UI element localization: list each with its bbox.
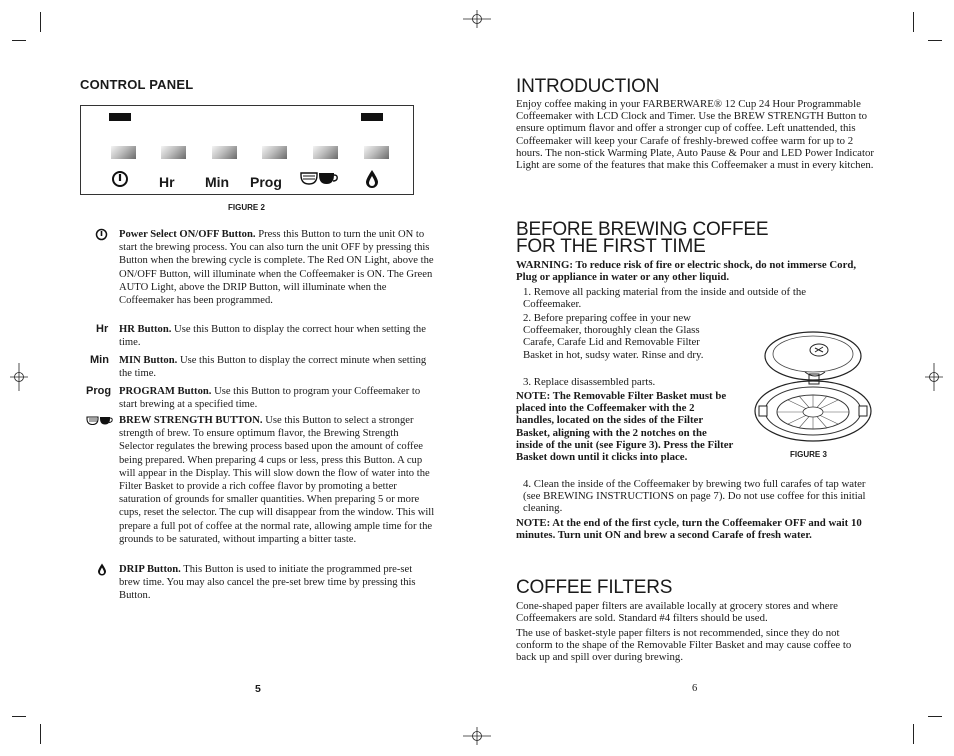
item-text: Use this Button to select a stronger strength of brew. To ensure optimum flavor, the Brewing Strength Selector regulates the brewing process based upon the amount of coffee being prepared. When preparing 4 cups or less, press this Button. A cup will appear in the Display. This will slow down the flow of water into the Filter Basket to provide a rich coffee flavor by promoting a better saturation of grounds for smaller quantities. When preparing 5 or more cups, reset the selector. The cup will disappear from the window. This will prepare a full pot of coffee at the normal rate, allowing ample time for the grounds to be saturated, without imparting a bitter taste. [119, 415, 435, 545]
step-1: 1. Remove all packing material from the inside and outside of the Coffeemaker. [523, 286, 807, 311]
section-label: CONTROL PANEL [80, 77, 194, 92]
panel-strength-button [313, 146, 338, 159]
drop-icon [364, 169, 380, 189]
item-title: HR Button. [119, 324, 172, 335]
item-title: DRIP Button. [119, 564, 181, 575]
figure-2-caption: FIGURE 2 [228, 203, 265, 212]
item-text: Use this Button to display the correct minute when setting the time. [119, 355, 427, 380]
panel-label-min: Min [205, 174, 230, 190]
filter-basket-illustration [753, 316, 883, 444]
min-icon: Min [90, 354, 109, 366]
hr-icon: Hr [96, 323, 109, 335]
panel-hr-button [161, 146, 186, 159]
power-icon [95, 228, 108, 241]
panel-label-prog: Prog [250, 174, 282, 190]
crop-mark [12, 716, 26, 717]
panel-drip-button [364, 146, 389, 159]
crop-mark [40, 12, 41, 32]
green-auto-light [361, 113, 383, 121]
crop-mark [913, 724, 914, 744]
cups-icon [299, 170, 339, 188]
item-text: Use this Button to program your Coffeemaker to start brewing at a specified time. [119, 386, 421, 411]
item-min [119, 354, 435, 380]
prog-icon: Prog [86, 385, 112, 397]
filters-text-2: The use of basket-style paper filters is not recommended, since they do not conform to the shape of the Removable Filter Basket and may cause coffee to back up and spill over during brewing. [516, 627, 852, 664]
power-icon [111, 170, 129, 188]
intro-heading: INTRODUCTION [516, 76, 660, 97]
panel-power-button [111, 146, 136, 159]
crop-mark [928, 40, 942, 41]
item-title: PROGRAM Button. [119, 386, 212, 397]
panel-min-button [212, 146, 237, 159]
red-on-light [109, 113, 131, 121]
step-3: 3. Replace disassembled parts. [523, 376, 656, 388]
crop-mark [12, 40, 26, 41]
before-heading-line2: FOR THE FIRST TIME [516, 236, 706, 257]
before-heading-line1: BEFORE BREWING COFFEE [516, 219, 769, 240]
item-brew-strength [119, 414, 435, 546]
item-text: This Button is used to initiate the programmed pre-set brew time. You may also cancel the pre-set brew time by pressing this Button. [119, 564, 416, 602]
panel-prog-button [262, 146, 287, 159]
filters-text-1: Cone-shaped paper filters are available locally at grocery stores and where Coffeemakers are sold. Standard #4 filters should be used. [516, 600, 838, 625]
figure-3-caption: FIGURE 3 [790, 450, 827, 459]
registration-mark-right [925, 363, 943, 391]
registration-mark-left [10, 363, 28, 391]
filters-heading: COFFEE FILTERS [516, 577, 673, 598]
item-title: Power Select ON/OFF Button. [119, 229, 256, 240]
warning-text: WARNING: To reduce risk of fire or electric shock, do not immerse Cord, Plug or appliance in water or any other liquid. [516, 259, 857, 284]
item-drip [119, 563, 435, 603]
panel-label-hr: Hr [159, 174, 175, 190]
item-hr [119, 323, 435, 349]
note-2: NOTE: At the end of the first cycle, turn the Coffeemaker OFF and wait 10 minutes. Turn unit ON and brew a second Carafe of fresh water. [516, 517, 862, 542]
item-prog [119, 385, 435, 411]
crop-mark [40, 724, 41, 744]
page-number-right: 6 [692, 683, 698, 694]
control-panel-figure [80, 105, 414, 195]
registration-mark-top [463, 10, 491, 28]
item-text: Use this Button to display the correct hour when setting the time. [119, 324, 426, 349]
item-title: BREW STRENGTH BUTTON. [119, 415, 263, 426]
step-2: 2. Before preparing coffee in your new Coffeemaker, thoroughly clean the Glass Carafe, Carafe Lid and Removable Filter Basket in hot, sudsy water. Rinse and dry. [523, 312, 704, 361]
cups-icon [86, 415, 114, 427]
note-1: NOTE: The Removable Filter Basket must be placed into the Coffeemaker with the 2 handles, located on the sides of the Filter Basket, aligning with the 2 notches on the inside of the unit (see Figure 3). Press the Filter Basket down until it clicks into place. [516, 390, 734, 464]
drop-icon [97, 563, 107, 576]
item-title: MIN Button. [119, 355, 178, 366]
page-number-left: 5 [255, 683, 261, 695]
intro-text: Enjoy coffee making in your FARBERWARE® 12 Cup 24 Hour Programmable Coffeemaker with LCD Clock and Timer. Use the BREW STRENGTH Button to ensure optimum flavor and offer a stronger cup of coffee. Left unattended, this Coffeemaker will keep your Carafe of freshly-brewed coffee warm for up to 2 hours. The non-stick Warming Plate, Auto Pause & Pour and LED Power Indicator Light are some of the features that make this Coffeemaker a must in every kitchen. [516, 98, 874, 172]
step-4: 4. Clean the inside of the Coffeemaker by brewing two full carafes of tap water (see BREWING INSTRUCTIONS on page 7). Do not use coffee for this initial cleaning. [523, 478, 866, 515]
crop-mark [913, 12, 914, 32]
registration-mark-bottom [463, 727, 491, 745]
item-text: Press this Button to turn the unit ON to start the brewing process. You can also turn the unit OFF by pressing this Button when the brewing cycle is complete. The Red ON Light, above the ON/OFF Button, will illuminate when the Coffeemaker is ON. The Green AUTO Light, above the DRIP Button, will illuminate when the Coffeemaker has been programmed. [119, 229, 434, 307]
crop-mark [928, 716, 942, 717]
item-power [119, 228, 435, 307]
